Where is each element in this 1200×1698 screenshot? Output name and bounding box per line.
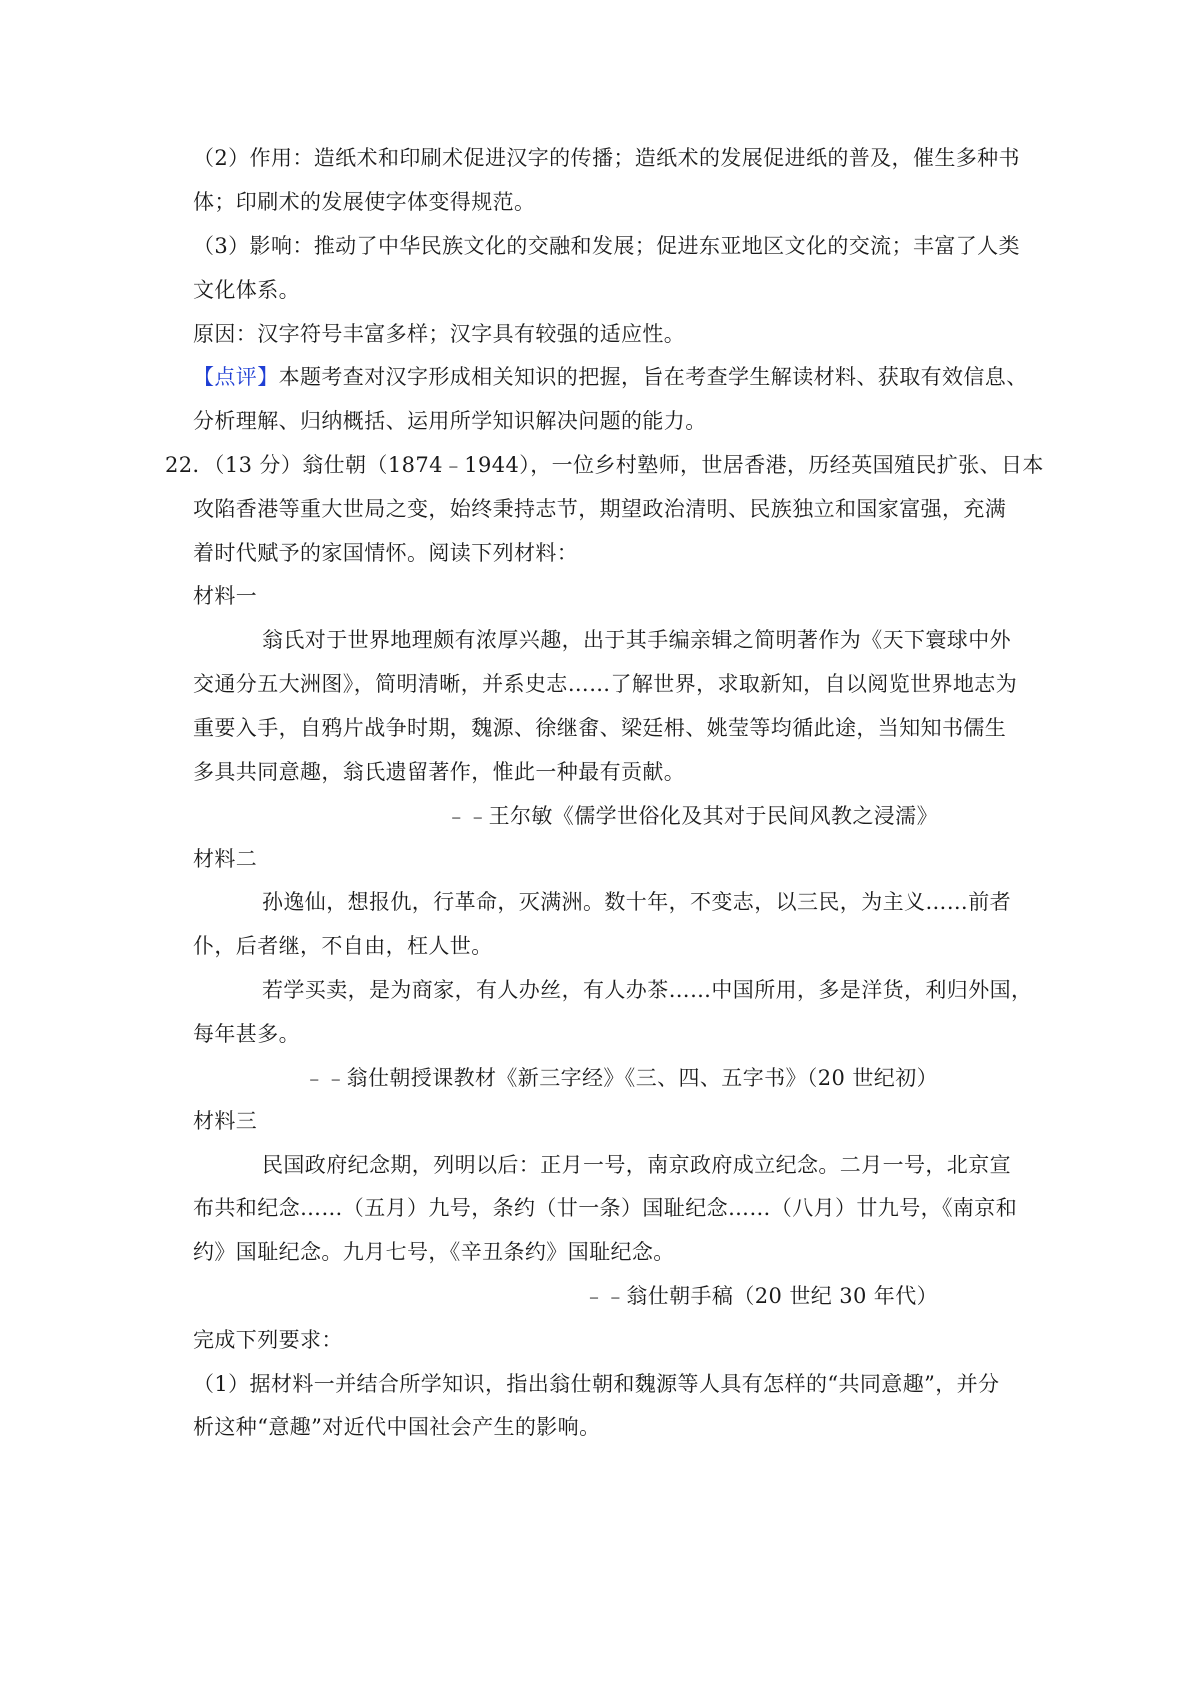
task1-line2: 析这种“意趣”对近代中国社会产生的影响。 xyxy=(193,1415,601,1439)
material3-line2: 布共和纪念……（五月）九号，条约（廿一条）国耻纪念……（八月）廿九号，《南京和 xyxy=(193,1196,1018,1220)
material1-line3: 重要入手，自鸦片战争时期，魏源、徐继畬、梁廷枏、姚莹等均循此途，当知知书儒生 xyxy=(193,716,1007,740)
material1-line1: 翁氏对于世界地理颇有浓厚兴趣，出于其手编亲辑之简明著作为《天下寰球中外 xyxy=(262,628,1011,652)
material2-p2-line2: 每年甚多。 xyxy=(193,1022,300,1046)
material1-line2: 交通分五大洲图》，简明清晰，并系史志……了解世界，求取新知，自以阅览世界地志为 xyxy=(193,672,1018,696)
material1-line4: 多具共同意趣，翁氏遗留著作，惟此一种最有贡献。 xyxy=(193,760,686,784)
material1-label: 材料一 xyxy=(193,584,258,608)
answer-part2-line1: （2）作用：造纸术和印刷术促进汉字的传播；造纸术的发展促进纸的普及，催生多种书 xyxy=(193,146,1020,170)
question-intro-line1: 22．（13 分）翁仕朝（1874﹣1944），一位乡村塾师，世居香港，历经英国殖民扩张、日本 xyxy=(165,453,1044,477)
task1-line1: （1）据材料一并结合所学知识，指出翁仕朝和魏源等人具有怎样的“共同意趣”，并分 xyxy=(193,1372,1000,1396)
material2-source: ﹣﹣翁仕朝授课教材《新三字经》《三、四、五字书》（20 世纪初） xyxy=(303,1066,938,1090)
comment-text-line1: 本题考查对汉字形成相关知识的把握，旨在考查学生解读材料、获取有效信息、 xyxy=(278,365,1028,389)
material1-source: ﹣﹣王尔敏《儒学世俗化及其对于民间风教之浸濡》 xyxy=(445,804,938,828)
answer-part3-line2: 文化体系。 xyxy=(193,278,300,302)
material2-label: 材料二 xyxy=(193,847,258,871)
material2-p2-line1: 若学买卖，是为商家，有人办丝，有人办茶……中国所用，多是洋货，利归外国， xyxy=(262,978,1033,1002)
material2-p1-line1: 孙逸仙，想报仇，行革命，灭满洲。数十年，不变志，以三民，为主义……前者 xyxy=(262,890,1011,914)
comment-line1 xyxy=(193,362,1028,392)
material3-line1: 民国政府纪念期，列明以后：正月一号，南京政府成立纪念。二月一号，北京宣 xyxy=(262,1153,1011,1177)
task-label: 完成下列要求： xyxy=(193,1328,343,1352)
material3-source: ﹣﹣翁仕朝手稿（20 世纪 30 年代） xyxy=(583,1284,938,1308)
material3-label: 材料三 xyxy=(193,1109,258,1133)
answer-part3-line1: （3）影响：推动了中华民族文化的交融和发展；促进东亚地区文化的交流；丰富了人类 xyxy=(193,234,1020,258)
comment-line2: 分析理解、归纳概括、运用所学知识解决问题的能力。 xyxy=(193,409,707,433)
answer-part2-line2: 体；印刷术的发展使字体变得规范。 xyxy=(193,190,536,214)
answer-reason: 原因：汉字符号丰富多样；汉字具有较强的适应性。 xyxy=(193,322,686,346)
question-intro-line3: 着时代赋予的家国情怀。阅读下列材料： xyxy=(193,541,579,565)
comment-tag: 【点评】 xyxy=(193,365,279,389)
material2-p1-line2: 仆，后者继，不自由，枉人世。 xyxy=(193,934,493,958)
material3-line3: 约》国耻纪念。九月七号，《辛丑条约》国耻纪念。 xyxy=(193,1240,675,1264)
question-intro-line2: 攻陷香港等重大世局之变，始终秉持志节，期望政治清明、民族独立和国家富强，充满 xyxy=(193,497,1007,521)
